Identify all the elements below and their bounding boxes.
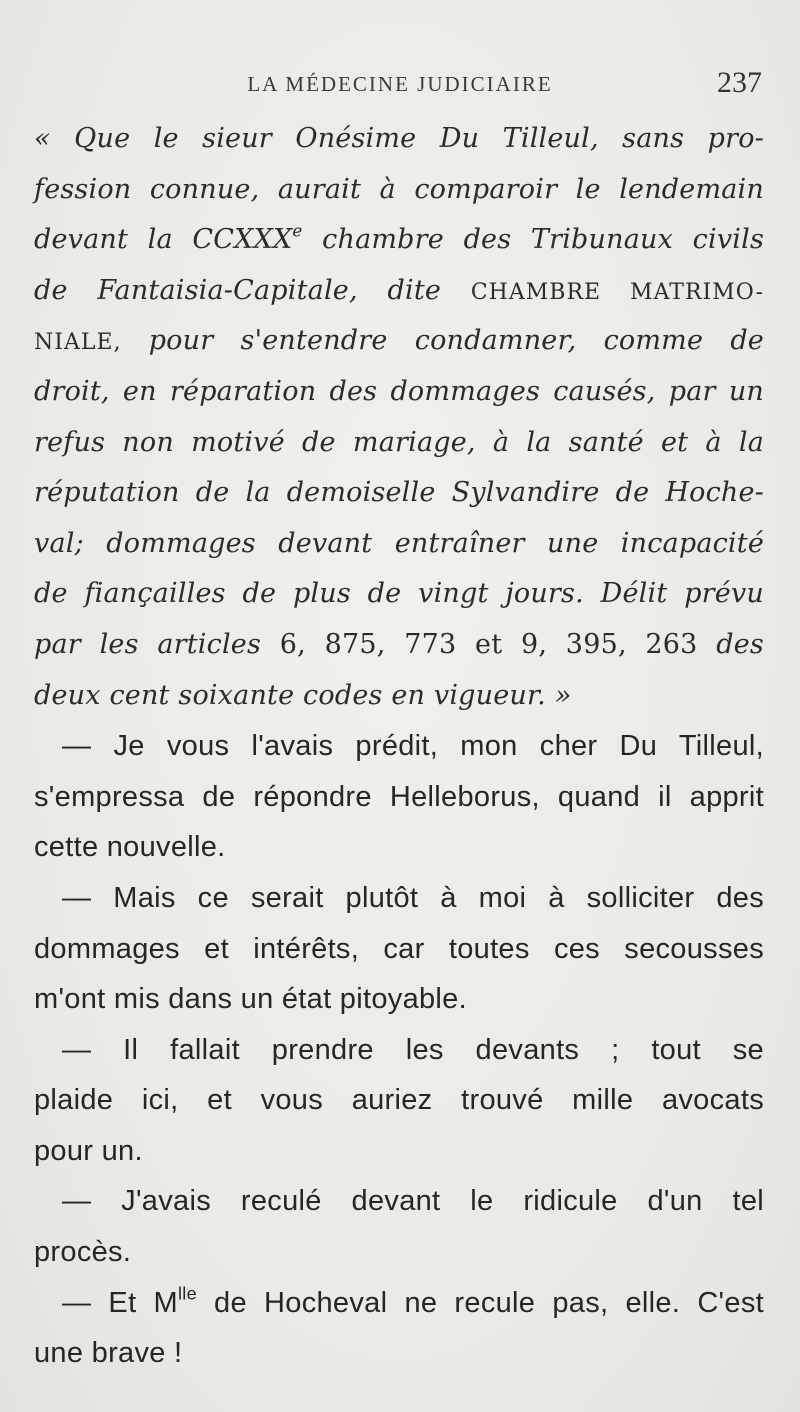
- text-line: [34, 114, 764, 165]
- small-caps-text: NIALE,: [34, 330, 122, 356]
- line-text: m'ont mis dans un état pitoyable.: [34, 983, 467, 1016]
- text-line: [34, 873, 764, 924]
- small-caps-text: CHAMBRE MATRIMO-: [470, 279, 764, 305]
- line-text: — Et M: [62, 1286, 179, 1319]
- text-line: [34, 165, 764, 216]
- line-text: dommages et intérêts, car toutes ces secousses: [34, 932, 764, 965]
- line-text: s'empressa de répondre Helleborus, quand il apprit: [34, 780, 764, 813]
- text-line: [34, 266, 764, 317]
- line-text: — Je vous l'avais prédit, mon cher Du Tilleul,: [62, 730, 764, 763]
- running-header: [0, 62, 800, 102]
- text-line: [34, 1278, 764, 1329]
- text-line: [34, 569, 764, 620]
- line-text: cette nouvelle.: [34, 831, 226, 864]
- line-text: — Mais ce serait plutôt à moi à solliciter des: [62, 881, 764, 914]
- line-text: des: [697, 628, 764, 660]
- line-text: val; dommages devant entraîner une incapacité: [34, 527, 764, 559]
- text-line: [34, 924, 764, 975]
- text-line: [34, 1075, 764, 1126]
- text-line: [34, 1025, 764, 1076]
- text-line: [34, 974, 764, 1025]
- line-text: « Que le sieur Onésime Du Tilleul, sans pro-: [34, 123, 764, 154]
- text-line: [34, 772, 764, 823]
- line-text: pour un.: [34, 1134, 143, 1167]
- line-text: refus non motivé de mariage, à la santé et à la: [34, 426, 764, 458]
- line-text: de fiançailles de plus de vingt jours. Délit prévu: [34, 578, 764, 610]
- line-text: droit, en réparation des dommages causés, par un: [34, 375, 764, 407]
- line-text: fession connue, aurait à comparoir le lendemain: [34, 173, 764, 205]
- text-line: [34, 519, 764, 570]
- line-text: chambre des Tribunaux civils: [302, 224, 764, 256]
- running-title: LA MÉDECINE JUDICIAIRE: [247, 72, 553, 96]
- text-line: [34, 367, 764, 418]
- text-line: [34, 620, 764, 671]
- body-text: [34, 114, 764, 1379]
- text-line: [34, 468, 764, 519]
- line-text: une brave !: [34, 1337, 183, 1370]
- line-text: procès.: [34, 1236, 132, 1269]
- text-line: [34, 215, 764, 266]
- line-text: — J'avais reculé devant le ridicule d'un tel: [62, 1185, 764, 1218]
- text-line: [34, 822, 764, 873]
- text-line: [34, 721, 764, 772]
- article-numbers: 6, 875, 773 et 9, 395, 263: [279, 628, 698, 660]
- line-text: devant la CCXXX: [34, 224, 293, 256]
- text-line: [34, 1227, 764, 1278]
- superscript: lle: [178, 1283, 197, 1304]
- text-line: [34, 1328, 764, 1379]
- line-text: pour s'entendre condamner, comme de: [121, 325, 764, 357]
- line-text: de Fantaisia-Capitale, dite: [34, 274, 471, 306]
- text-line: [34, 316, 764, 367]
- page-number: 237: [717, 66, 762, 99]
- line-text: de Hocheval ne recule pas, elle. C'est: [196, 1286, 764, 1319]
- text-line: [34, 1176, 764, 1227]
- text-line: [34, 1126, 764, 1177]
- line-text: — Il fallait prendre les devants ; tout se: [62, 1033, 764, 1066]
- line-text: plaide ici, et vous auriez trouvé mille avocats: [34, 1084, 764, 1117]
- text-line: [34, 418, 764, 469]
- line-text: deux cent soixante codes en vigueur. »: [34, 679, 572, 711]
- line-text: par les articles: [34, 628, 280, 660]
- line-text: réputation de la demoiselle Sylvandire de Hoche-: [34, 477, 764, 509]
- text-line: [34, 671, 764, 722]
- superscript: e: [292, 220, 303, 241]
